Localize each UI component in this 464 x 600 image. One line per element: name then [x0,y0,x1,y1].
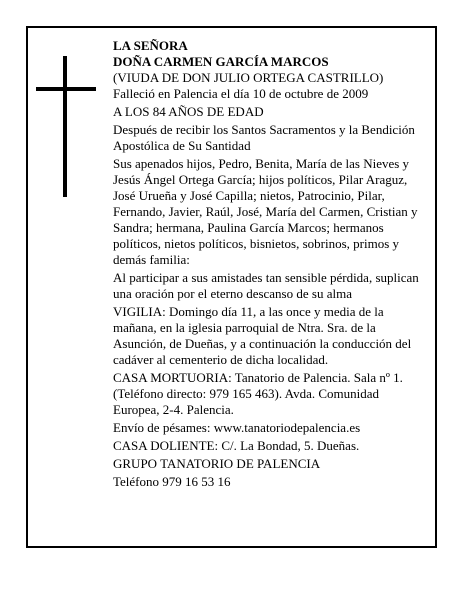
deceased-name: DOÑA CARMEN GARCÍA MARCOS [113,54,329,69]
family: Sus apenados hijos, Pedro, Benita, María de las Nieves y Jesús Ángel Ortega García; hijos políticos, Pilar Araguz, José Urueña y José Capilla; nietos, Patrocinio, Pilar, Fernando, Javier, Raúl, José, María del Carmen, Cristian y Sandra; hermana, Paulina García Marcos; hermanos políticos, nietos políticos, bisnietos, sobrinos, primos y demás familia: [113,156,418,267]
cross-icon-bar [36,87,96,91]
header-title: LA SEÑORA [113,38,188,53]
cross-icon [63,56,67,197]
age: A LOS 84 AÑOS DE EDAD [113,104,264,119]
phone: Teléfono 979 16 53 16 [113,474,231,489]
mortuary: CASA MORTUORIA: Tanatorio de Palencia. Sala nº 1. (Teléfono directo: 979 165 463). Avda. Comunidad Europea, 2-4. Palencia. [113,370,403,417]
funeral-group: GRUPO TANATORIO DE PALENCIA [113,456,321,471]
obituary-text [113,38,423,492]
widow-of: (VIUDA DE DON JULIO ORTEGA CASTRILLO) [113,70,384,85]
request: Al participar a sus amistades tan sensible pérdida, suplican una oración por el eterno descanso de su alma [113,270,419,301]
condolences: Envío de pésames: www.tanatoriodepalencia.es [113,420,361,435]
mourning-house: CASA DOLIENTE: C/. La Bondad, 5. Dueñas. [113,438,360,453]
vigil: VIGILIA: Domingo día 11, a las once y media de la mañana, en la iglesia parroquial de Ntra. Sra. de la Asunción, de Dueñas, y a continuación la conducción del cadáver al cementerio de dicha localidad. [113,304,412,367]
death-notice: Falleció en Palencia el día 10 de octubre de 2009 [113,86,369,101]
sacraments: Después de recibir los Santos Sacramentos y la Bendición Apostólica de Su Santidad [113,122,415,153]
